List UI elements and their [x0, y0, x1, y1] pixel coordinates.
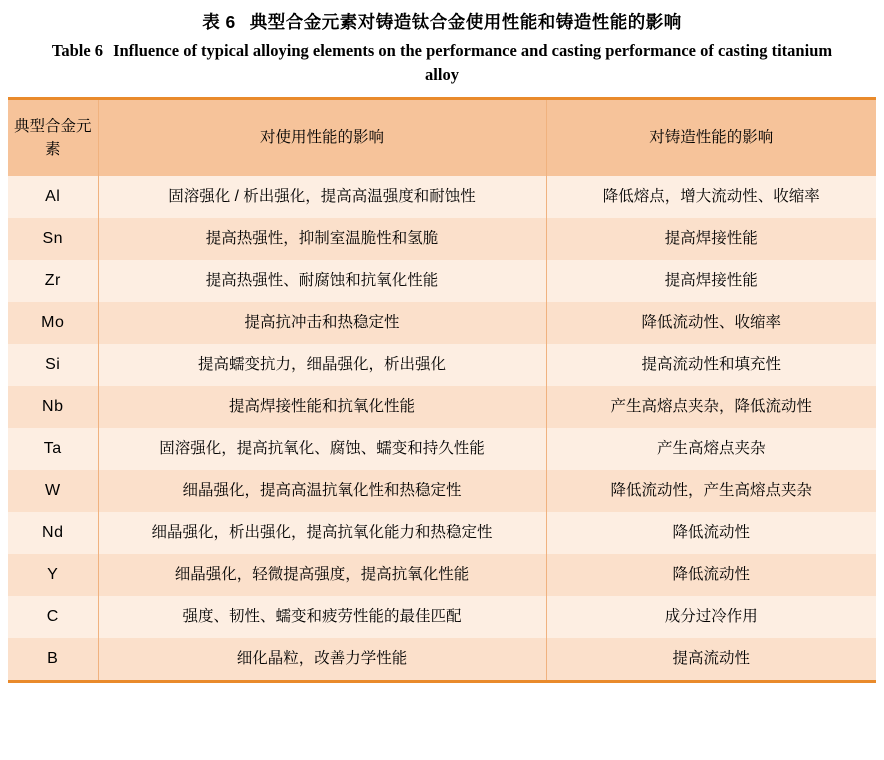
table-row — [8, 218, 876, 260]
cell-performance: 固溶强化 / 析出强化，提高高温强度和耐蚀性 — [98, 176, 546, 218]
cell-performance: 强度、韧性、蠕变和疲劳性能的最佳匹配 — [98, 596, 546, 638]
column-header-element: 典型合金元素 — [8, 100, 98, 176]
alloy-elements-table — [8, 100, 876, 680]
cell-casting: 降低流动性 — [546, 554, 876, 596]
table-row — [8, 428, 876, 470]
cell-casting: 降低熔点，增大流动性、收缩率 — [546, 176, 876, 218]
cell-performance: 提高抗冲击和热稳定性 — [98, 302, 546, 344]
cell-casting: 产生高熔点夹杂 — [546, 428, 876, 470]
cell-element: W — [8, 470, 98, 512]
caption-chinese-label: 表 6 — [202, 12, 236, 32]
cell-performance: 提高焊接性能和抗氧化性能 — [98, 386, 546, 428]
cell-casting: 产生高熔点夹杂，降低流动性 — [546, 386, 876, 428]
cell-performance: 提高热强性，抑制室温脆性和氢脆 — [98, 218, 546, 260]
cell-element: Zr — [8, 260, 98, 302]
cell-casting: 提高焊接性能 — [546, 260, 876, 302]
cell-performance: 细晶强化，析出强化，提高抗氧化能力和热稳定性 — [98, 512, 546, 554]
table-row — [8, 260, 876, 302]
cell-element: Ta — [8, 428, 98, 470]
cell-element: Y — [8, 554, 98, 596]
cell-element: Al — [8, 176, 98, 218]
table-row — [8, 512, 876, 554]
cell-performance: 细晶强化，提高高温抗氧化性和热稳定性 — [98, 470, 546, 512]
cell-casting: 提高流动性 — [546, 638, 876, 680]
table-body — [8, 176, 876, 680]
column-header-casting: 对铸造性能的影响 — [546, 100, 876, 176]
table-row — [8, 470, 876, 512]
caption-chinese — [8, 0, 876, 35]
caption-english-label: Table 6 — [51, 41, 104, 61]
cell-element: Nb — [8, 386, 98, 428]
table-row — [8, 344, 876, 386]
cell-element: Sn — [8, 218, 98, 260]
cell-element: B — [8, 638, 98, 680]
cell-performance: 细化晶粒，改善力学性能 — [98, 638, 546, 680]
cell-performance: 提高热强性、耐腐蚀和抗氧化性能 — [98, 260, 546, 302]
table-row — [8, 302, 876, 344]
table-row — [8, 638, 876, 680]
cell-casting: 降低流动性、收缩率 — [546, 302, 876, 344]
cell-casting: 提高流动性和填充性 — [546, 344, 876, 386]
caption-chinese-title: 典型合金元素对铸造钛合金使用性能和铸造性能的影响 — [249, 12, 682, 32]
cell-casting: 提高焊接性能 — [546, 218, 876, 260]
cell-casting: 成分过冷作用 — [546, 596, 876, 638]
cell-element: C — [8, 596, 98, 638]
cell-element: Mo — [8, 302, 98, 344]
column-header-performance: 对使用性能的影响 — [98, 100, 546, 176]
header-row — [8, 100, 876, 176]
cell-performance: 固溶强化，提高抗氧化、腐蚀、蠕变和持久性能 — [98, 428, 546, 470]
cell-casting: 降低流动性，产生高熔点夹杂 — [546, 470, 876, 512]
cell-performance: 细晶强化，轻微提高强度，提高抗氧化性能 — [98, 554, 546, 596]
table-row — [8, 176, 876, 218]
table-header — [8, 100, 876, 176]
table-row — [8, 554, 876, 596]
caption-english — [8, 35, 876, 87]
cell-element: Nd — [8, 512, 98, 554]
table-row — [8, 596, 876, 638]
caption-english-title: Influence of typical alloying elements on the performance and casting performance of casting titanium alloy — [113, 41, 833, 85]
cell-casting: 降低流动性 — [546, 512, 876, 554]
table-row — [8, 386, 876, 428]
cell-element: Si — [8, 344, 98, 386]
table-container — [8, 97, 876, 683]
cell-performance: 提高蠕变抗力，细晶强化，析出强化 — [98, 344, 546, 386]
